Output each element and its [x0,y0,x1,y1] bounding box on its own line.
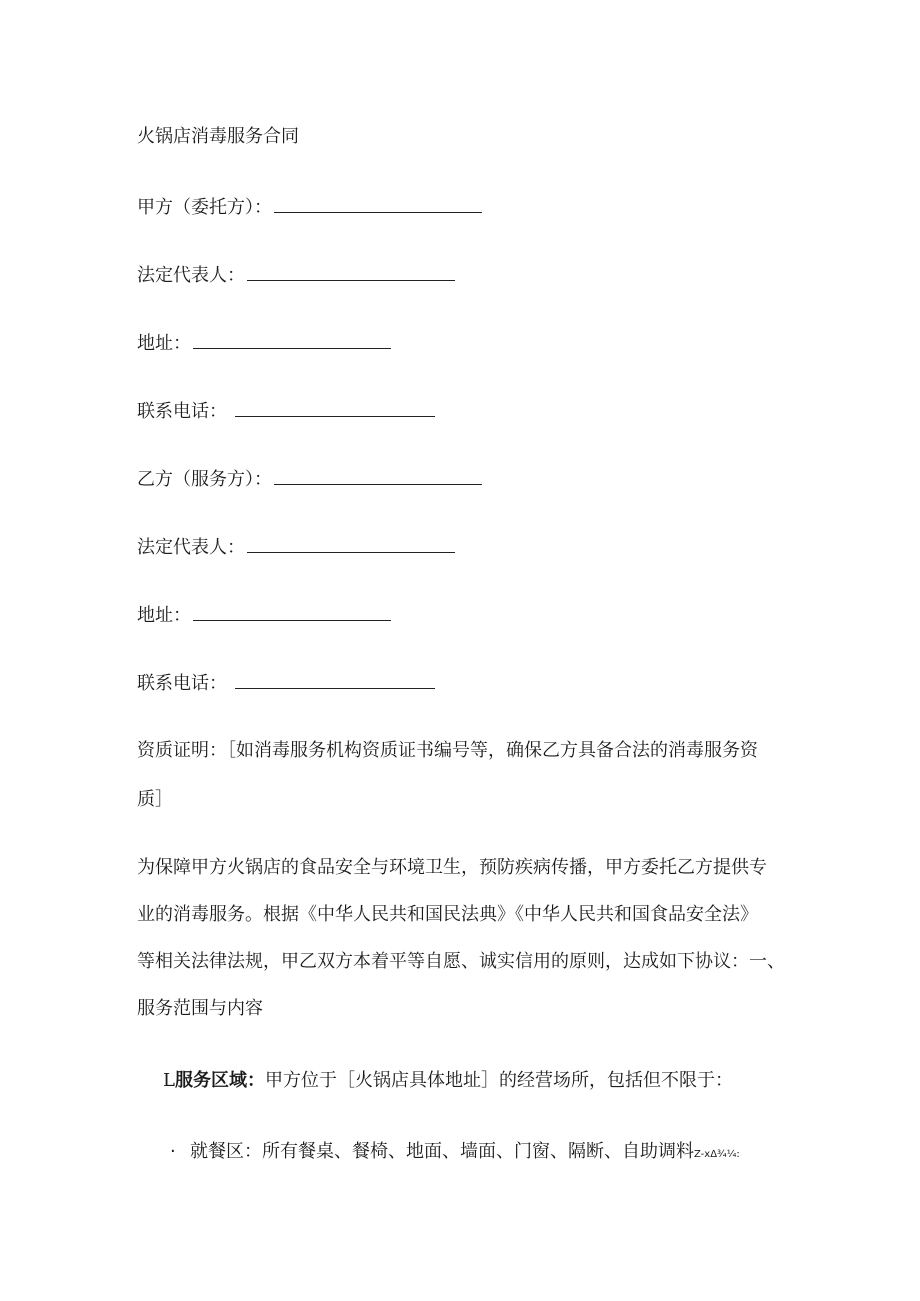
party-b-phone [137,670,435,696]
contract-title: 火锅店消毒服务合同 [137,126,299,147]
qualification-line: 质］ [137,789,173,810]
party-b-rep-blank[interactable] [247,534,455,553]
service-area-item [163,1069,733,1093]
party-b-rep-label: 法定代表人： [137,537,245,558]
party-b-phone-label: 联系电话： [137,673,227,694]
party-a-phone-label: 联系电话： [137,401,227,422]
party-a-address-blank[interactable] [193,330,391,349]
party-a-rep [137,262,455,288]
qualification-line: 资质证明：［如消毒服务机构资质证书编号等，确保乙方具备合法的消毒服务资 [137,740,758,761]
item-number: L [163,1070,175,1091]
item-text: 甲方位于［火锅店具体地址］的经营场所，包括但不限于： [264,1070,733,1091]
party-b-heading [137,466,482,492]
party-b-address-blank[interactable] [193,602,391,621]
item-label: 服务区域： [174,1070,265,1091]
preamble-paragraph [137,856,787,1021]
dining-area-bullet [170,1140,740,1167]
party-a-phone [137,398,435,424]
preamble-line: 服务范围与内容 [137,998,263,1019]
qualification-paragraph [137,739,787,812]
party-a-heading-label: 甲方（委托方）： [137,197,272,218]
bullet-garbled-text: Z-xΔ¾¼: [694,1149,740,1160]
preamble-line: 业的消毒服务。根据《中华人民共和国民法典》《中华人民共和国食品安全法》 [137,904,758,925]
bullet-text: 就餐区：所有餐桌、餐椅、地面、墙面、门窗、隔断、自助调料 [190,1141,694,1162]
party-b-address-label: 地址： [137,605,191,626]
party-b-name-blank[interactable] [274,466,482,485]
party-a-rep-blank[interactable] [247,262,455,281]
bullet-marker: · [170,1141,176,1162]
preamble-line: 为保障甲方火锅店的食品安全与环境卫生，预防疾病传播，甲方委托乙方提供专 [137,857,767,878]
preamble-line: 等相关法律法规，甲乙双方本着平等自愿、诚实信用的原则，达成如下协议：一、 [137,951,785,972]
party-a-phone-blank[interactable] [235,398,435,417]
party-a-rep-label: 法定代表人： [137,265,245,286]
party-a-name-blank[interactable] [274,194,482,213]
party-a-address [137,330,391,356]
party-b-address [137,602,391,628]
party-b-phone-blank[interactable] [235,670,435,689]
party-b-heading-label: 乙方（服务方）： [137,469,272,490]
party-a-heading [137,194,482,220]
party-a-address-label: 地址： [137,333,191,354]
party-b-rep [137,534,455,560]
